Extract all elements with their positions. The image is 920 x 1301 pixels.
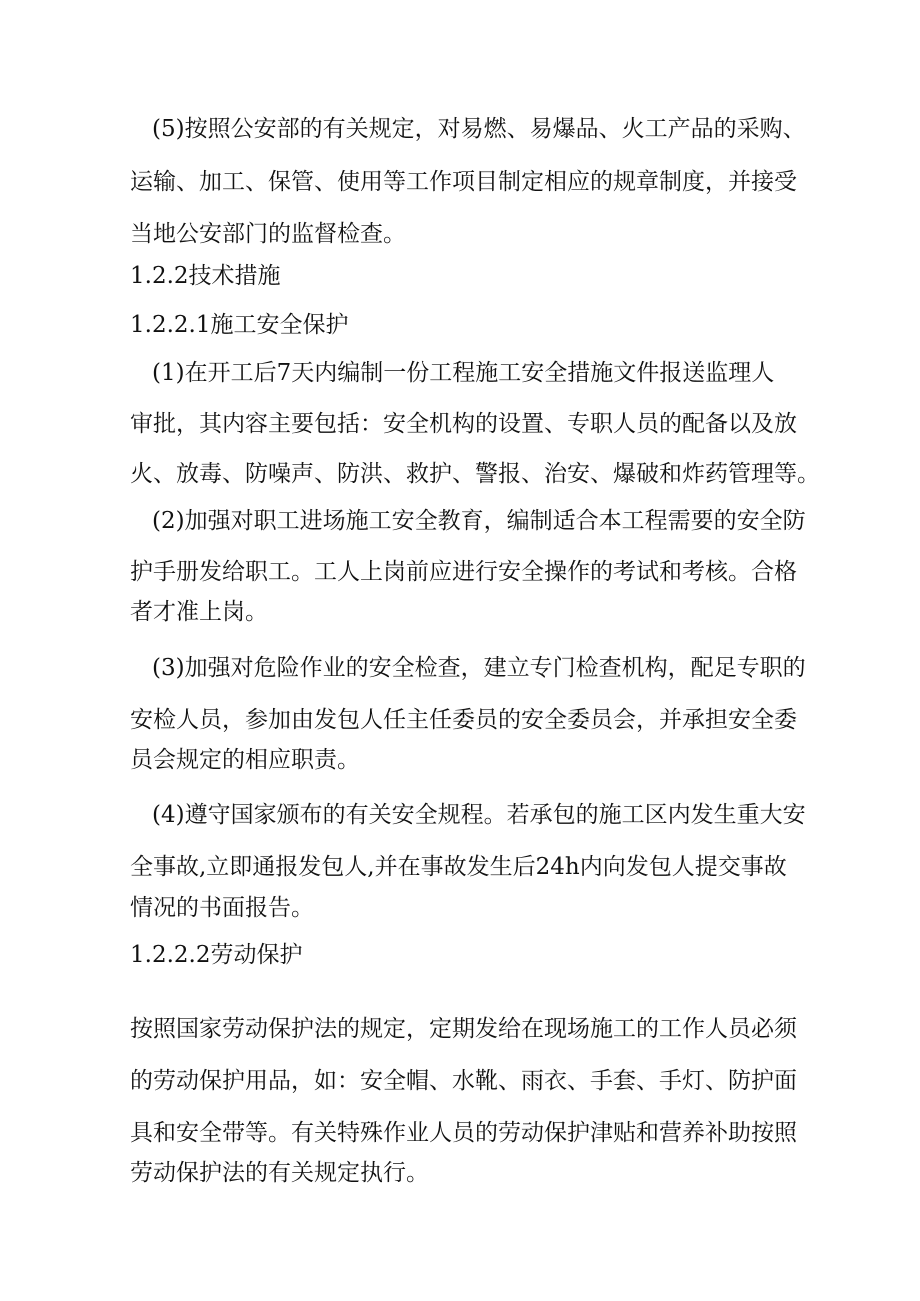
item-1-line-1: (1)在开工后7天内编制一份工程施工安全措施文件报送监理人 [152, 360, 775, 386]
item-3-line-2: 安检人员，参加由发包人任主任委员的安全委员会，并承担安全委 [130, 707, 797, 733]
item-4-line-3: 情况的书面报告。 [130, 895, 314, 921]
item-1-line-2: 审批，其内容主要包括：安全机构的设置、专职人员的配备以及放 [130, 411, 797, 437]
paragraph-5-line-3: 当地公安部门的监督检查。 [130, 221, 406, 247]
heading-1-2-2: 1.2.2技术措施 [130, 263, 281, 289]
item-2-line-2: 护手册发给职工。工人上岗前应进行安全操作的考试和考核。合格 [130, 559, 797, 585]
item-2-line-1: (2)加强对职工进场施工安全教育，编制适合本工程需要的安全防 [152, 508, 806, 534]
item-4-line-1: (4)遵守国家颁布的有关安全规程。若承包的施工区内发生重大安 [152, 802, 806, 828]
item-3-line-1: (3)加强对危险作业的安全检查，建立专门检查机构，配足专职的 [152, 655, 806, 681]
heading-1-2-2-2: 1.2.2.2劳动保护 [130, 942, 303, 968]
item-3-line-3: 员会规定的相应职责。 [130, 747, 360, 773]
item-1-line-3: 火、放毒、防噪声、防洪、救护、警报、治安、爆破和炸药管理等。 [130, 461, 820, 487]
paragraph-5-line-1: (5)按照公安部的有关规定，对易燃、易爆品、火工产品的采购、 [152, 116, 806, 142]
labor-paragraph-line-2: 的劳动保护用品，如：安全帽、水靴、雨衣、手套、手灯、防护面 [130, 1068, 797, 1094]
item-4-line-2: 全事故,立即通报发包人,并在事故发生后24h内向发包人提交事故 [130, 854, 787, 880]
labor-paragraph-line-3: 具和安全带等。有关特殊作业人员的劳动保护津贴和营养补助按照 [130, 1120, 797, 1146]
paragraph-5-line-2: 运输、加工、保管、使用等工作项目制定相应的规章制度，并接受 [130, 169, 797, 195]
labor-paragraph-line-1: 按照国家劳动保护法的规定，定期发给在现场施工的工作人员必须 [130, 1016, 797, 1042]
item-2-line-3: 者才准上岗。 [130, 599, 268, 625]
heading-1-2-2-1: 1.2.2.1施工安全保护 [130, 312, 349, 338]
labor-paragraph-line-4: 劳动保护法的有关规定执行。 [130, 1160, 429, 1186]
